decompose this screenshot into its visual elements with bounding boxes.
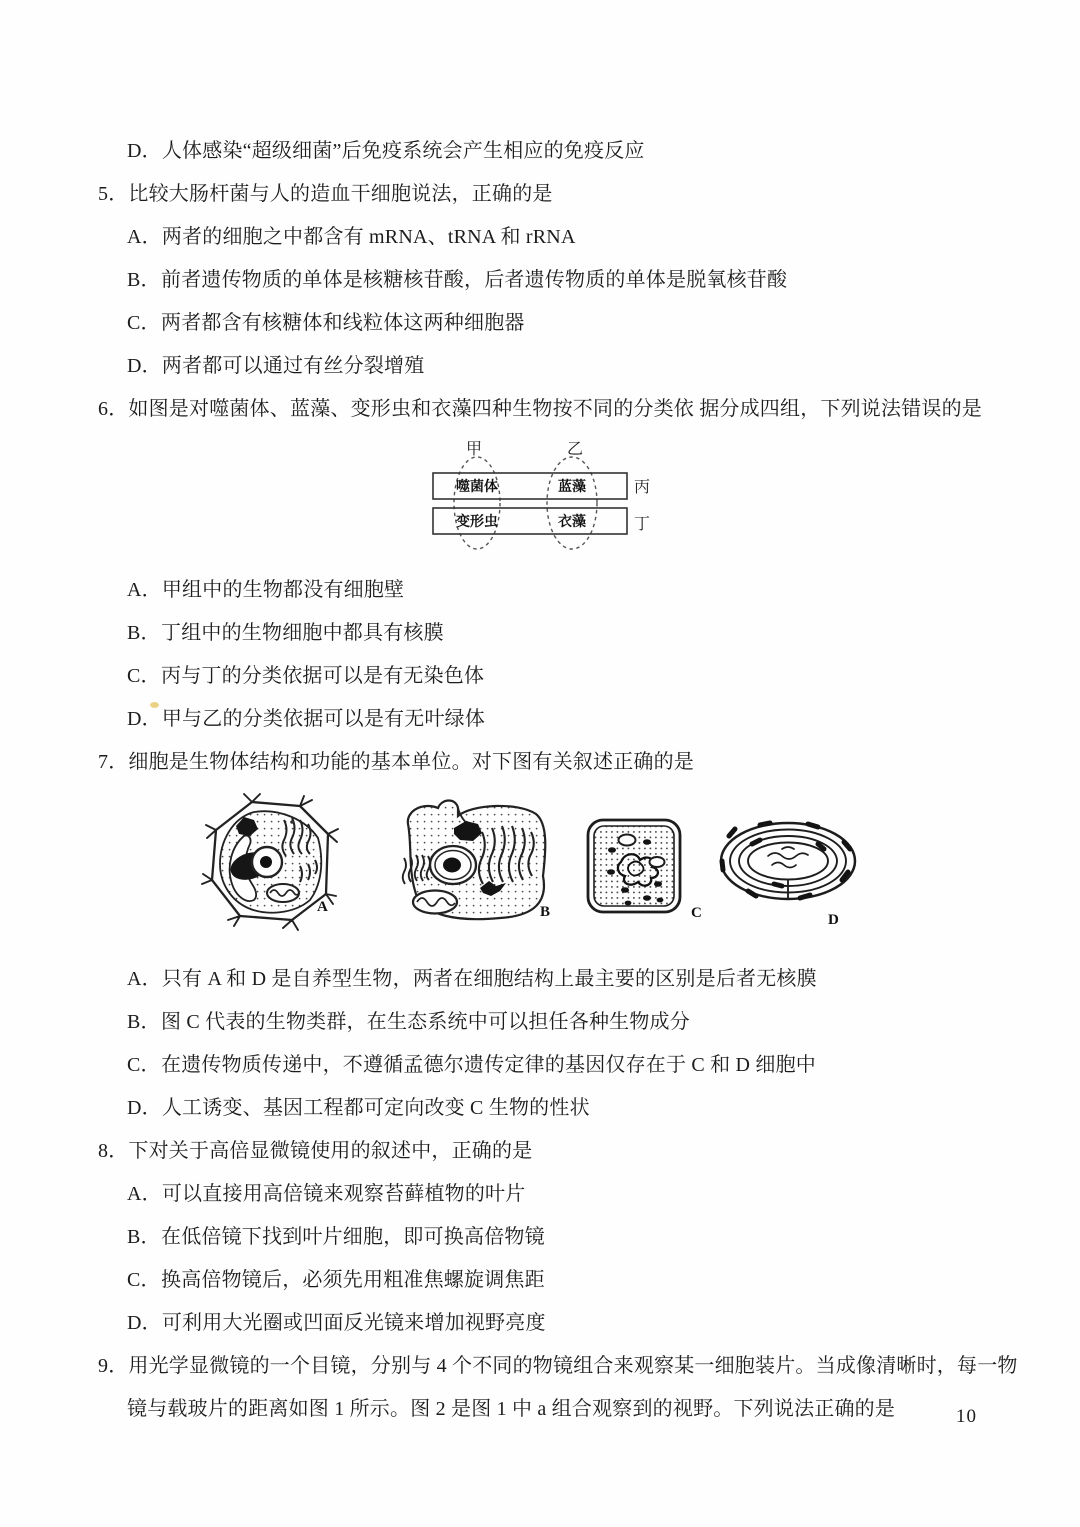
label-jia: 甲 — [465, 441, 483, 458]
option-text: 前者遗传物质的单体是核糖核苷酸，后者遗传物质的单体是脱氧核苷酸 — [161, 269, 788, 291]
q8-option-b — [98, 1224, 1020, 1250]
q6-option-d — [98, 706, 1020, 732]
label-ding: 丁 — [634, 516, 651, 533]
plant-cell-figure — [200, 792, 340, 942]
option-label: A． — [127, 226, 162, 248]
nucleolus — [260, 856, 272, 868]
page-number: 10 — [956, 1406, 977, 1427]
option-text: 甲与乙的分类依据可以是有无叶绿体 — [161, 708, 486, 730]
q7-option-b — [98, 1009, 1020, 1035]
question-text: 下对关于高倍显微镜使用的叙述中，正确的是 — [128, 1140, 533, 1162]
plasmid-loop — [619, 835, 636, 846]
q8-option-d — [98, 1310, 1020, 1336]
option-label: D． — [127, 355, 162, 377]
option-text: 只有 A 和 D 是自养型生物，两者在细胞结构上最主要的区别是后者无核膜 — [161, 968, 817, 990]
cell-phage: 噬菌体 — [456, 480, 498, 495]
central-region — [755, 846, 821, 874]
label-yi: 乙 — [566, 441, 584, 458]
q5-option-b — [98, 267, 1020, 293]
q8-option-c — [98, 1267, 1020, 1293]
classification-diagram — [420, 439, 658, 553]
bacterium-figure — [583, 792, 708, 942]
q9-stem-line2 — [98, 1396, 1020, 1422]
option-text: 两者都含有核糖体和线粒体这两种细胞器 — [161, 312, 525, 334]
option-text: 人体感染“超级细菌”后免疫系统会产生相应的免疫反应 — [161, 140, 645, 162]
option-text: 两者的细胞之中都含有 mRNA、tRNA 和 rRNA — [161, 226, 576, 248]
q5-stem — [98, 181, 1020, 207]
figure-label-c: C — [691, 905, 702, 921]
q5-option-a — [98, 224, 1020, 250]
scan-artifact — [150, 702, 159, 708]
question-number: 7． — [98, 751, 129, 773]
option-text: 人工诱变、基因工程都可定向改变 C 生物的性状 — [161, 1097, 590, 1119]
plasmid-loop — [650, 857, 665, 867]
q6-stem — [98, 396, 1020, 422]
option-label: D． — [127, 708, 162, 730]
q5-option-c — [98, 310, 1020, 336]
question-text: 比较大肠杆菌与人的造血干细胞说法，正确的是 — [128, 183, 553, 205]
cyanobacterium-figure — [712, 792, 877, 942]
q7-option-a — [98, 966, 1020, 992]
option-text: 换高倍物镜后，必须先用粗准焦螺旋调焦距 — [161, 1269, 545, 1291]
question-text: 如图是对噬菌体、蓝藻、变形虫和衣藻四种生物按不同的分类依 据分成四组，下列说法错误的是 — [128, 398, 983, 420]
q9-stem-line1 — [98, 1353, 1020, 1379]
option-label: D． — [127, 1312, 162, 1334]
group-jia-ellipse — [454, 457, 500, 549]
question-text: 细胞是生物体结构和功能的基本单位。对下图有关叙述正确的是 — [128, 751, 695, 773]
option-text: 在低倍镜下找到叶片细胞，即可换高倍物镜 — [161, 1226, 545, 1248]
q5-option-d — [98, 353, 1020, 379]
animal-cell-figure — [388, 792, 553, 942]
option-label: B． — [127, 269, 161, 291]
option-label: A． — [127, 1183, 162, 1205]
option-label: A． — [127, 968, 162, 990]
q6-option-c — [98, 663, 1020, 689]
option-label: D． — [127, 1097, 162, 1119]
option-label: B． — [127, 1011, 161, 1033]
option-text: 可以直接用高倍镜来观察苔藓植物的叶片 — [161, 1183, 526, 1205]
label-bing: 丙 — [634, 479, 651, 496]
option-text: 图 C 代表的生物类群，在生态系统中可以担任各种生物成分 — [161, 1011, 690, 1033]
question-text: 镜与载玻片的距离如图 1 所示。图 2 是图 1 中 a 组合观察到的视野。下列说法正确的是 — [127, 1398, 896, 1420]
group-yi-ellipse — [547, 457, 597, 549]
option-text: 丁组中的生物细胞中都具有核膜 — [161, 622, 444, 644]
option-text: 丙与丁的分类依据可以是有无染色体 — [161, 665, 485, 687]
figure-label-a: A — [317, 899, 328, 915]
question-number: 8． — [98, 1140, 129, 1162]
option-label: C． — [127, 665, 161, 687]
option-label: C． — [127, 1269, 161, 1291]
q6-option-b — [98, 620, 1020, 646]
q7-stem — [98, 749, 1020, 775]
option-label: B． — [127, 1226, 161, 1248]
q8-stem — [98, 1138, 1020, 1164]
option-label: A． — [127, 579, 162, 601]
option-label: B． — [127, 622, 161, 644]
option-label: C． — [127, 1054, 161, 1076]
cell-amoeba: 变形虫 — [456, 515, 498, 530]
question-text: 用光学显微镜的一个目镜，分别与 4 个不同的物镜组合来观察某一细胞装片。当成像清晰时，每一物 — [128, 1355, 1018, 1377]
nucleolus — [443, 858, 461, 873]
q7-option-c — [98, 1052, 1020, 1078]
option-text: 两者都可以通过有丝分裂增殖 — [161, 355, 425, 377]
question-number: 5． — [98, 183, 129, 205]
option-label: D． — [127, 140, 162, 162]
question-number: 9． — [98, 1355, 129, 1377]
figure-label-b: B — [540, 904, 551, 920]
mitochondrion — [413, 891, 457, 914]
option-text: 甲组中的生物都没有细胞壁 — [161, 579, 405, 601]
option-label: C． — [127, 312, 161, 334]
option-text: 在遗传物质传递中，不遵循孟德尔遗传定律的基因仅存在于 C 和 D 细胞中 — [161, 1054, 816, 1076]
q8-option-a — [98, 1181, 1020, 1207]
option-text: 可利用大光圈或凹面反光镜来增加视野亮度 — [161, 1312, 546, 1334]
q7-cell-figures — [200, 792, 1020, 942]
figure-label-d: D — [828, 912, 839, 928]
q6-classification-figure — [420, 439, 1020, 558]
question-number: 6． — [98, 398, 129, 420]
cell-cyanobacteria: 蓝藻 — [558, 480, 586, 495]
cell-chlamydomonas: 衣藻 — [558, 515, 586, 530]
q6-option-a — [98, 577, 1020, 603]
q4-option-d — [98, 138, 1020, 164]
q7-option-d — [98, 1095, 1020, 1121]
